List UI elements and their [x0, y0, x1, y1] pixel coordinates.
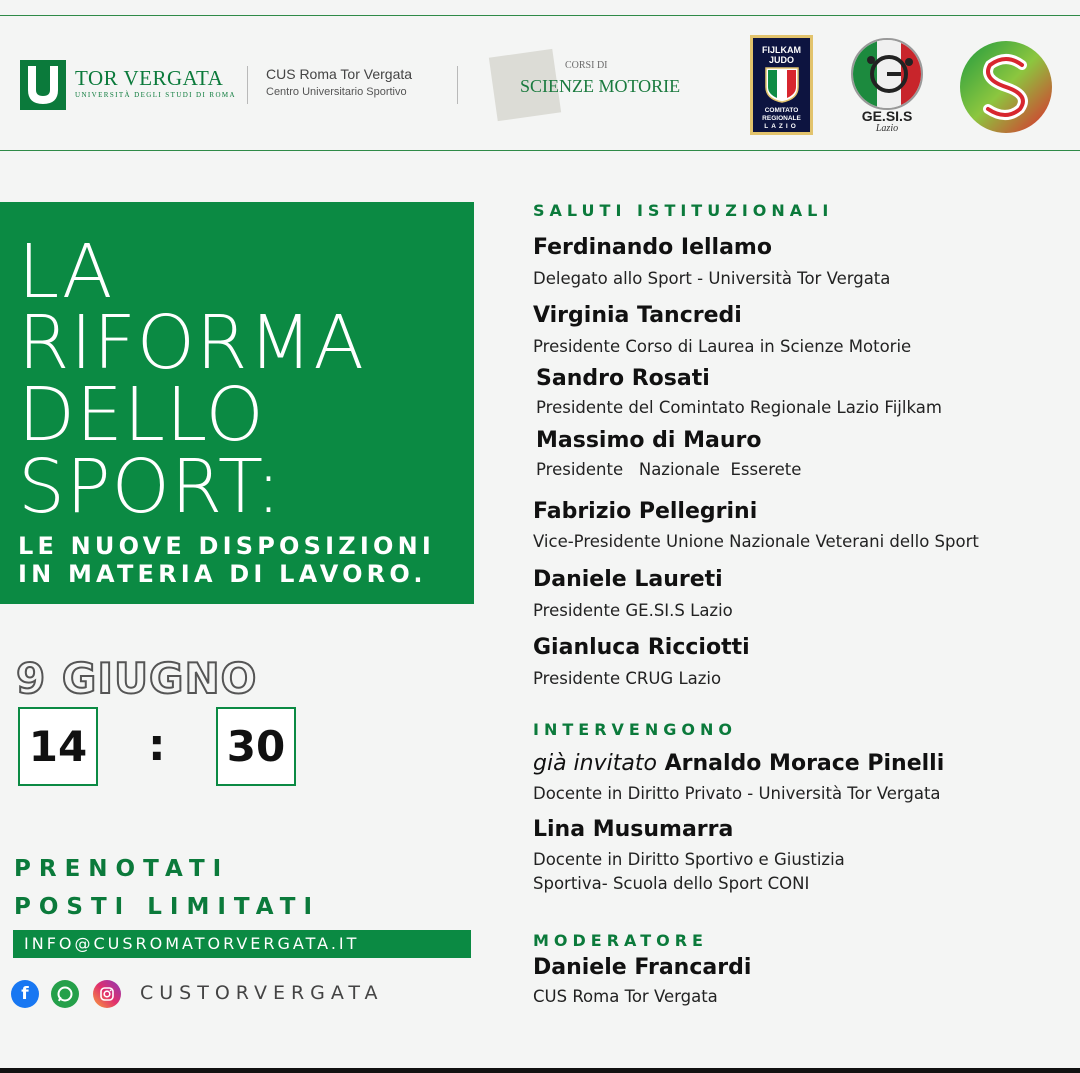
title-subtitle-line: IN MATERIA DI LAVORO. [18, 560, 427, 588]
gesis-name: GE.SI.S [861, 108, 913, 124]
speaker-name: Fabrizio Pellegrini [533, 499, 758, 524]
section-heading-saluti: SALUTI ISTITUZIONALI [533, 201, 834, 220]
booking-line: PRENOTATI [14, 856, 230, 882]
bottom-border [0, 1068, 1080, 1073]
speaker-prefix: già invitato [533, 751, 657, 776]
event-date: 9 GIUGNO [16, 654, 258, 703]
scienze-motorie-top: CORSI DI [565, 60, 608, 71]
speaker-role: Docente in Diritto Privato - Università Tor Vergata [533, 784, 941, 803]
booking-line: POSTI LIMITATI [14, 894, 321, 920]
speaker-role: Presidente Corso di Laurea in Scienze Motorie [533, 337, 912, 356]
fijlkam-line: JUDO [768, 55, 794, 65]
moderator-name: Daniele Francardi [533, 955, 752, 980]
header-top-rule [0, 15, 1080, 16]
speaker-role: Vice-Presidente Unione Nazionale Veterani dello Sport [533, 532, 979, 551]
speaker-name: Arnaldo Morace Pinelli [664, 751, 945, 776]
header-bottom-rule [0, 150, 1080, 151]
speaker-role: Presidente CRUG Lazio [533, 669, 722, 688]
section-heading-intervengono: INTERVENGONO [533, 720, 737, 739]
title-subtitle-line: LE NUOVE DISPOSIZIONI [18, 532, 435, 560]
speaker-name: Lina Musumarra [533, 817, 734, 842]
speaker-role: Sportiva- Scuola dello Sport CONI [533, 874, 810, 893]
speaker-name: Sandro Rosati [536, 366, 710, 391]
facebook-icon[interactable]: f [11, 980, 39, 1008]
scienze-motorie-title: SCIENZE MOTORIE [520, 76, 681, 96]
contact-email[interactable]: INFO@CUSROMATORVERGATA.IT [24, 934, 360, 953]
speaker-role: Presidente del Comintato Regionale Lazio Fijlkam [536, 398, 942, 417]
fijlkam-line: REGIONALE [762, 115, 801, 122]
fijlkam-line: COMITATO [764, 107, 799, 114]
section-heading-moderatore: MODERATORE [533, 931, 708, 950]
speaker-name: Massimo di Mauro [536, 428, 762, 453]
title-line: LA [18, 229, 114, 315]
speaker-name: Daniele Laureti [533, 567, 723, 592]
tor-vergata-subtitle: UNIVERSITÀ DEGLI STUDI DI ROMA [75, 91, 236, 99]
esserete-logo-icon [958, 39, 1054, 135]
speaker-role: Delegato allo Sport - Università Tor Vergata [533, 269, 891, 288]
header-divider [247, 66, 248, 104]
speaker-role: Docente in Diritto Sportivo e Giustizia [533, 850, 845, 869]
speaker-role: Presidente GE.SI.S Lazio [533, 601, 733, 620]
social-handle[interactable]: CUSTORVERGATA [140, 982, 384, 1004]
event-minute: 30 [216, 707, 296, 786]
time-separator: : [148, 720, 166, 771]
title-line: RIFORMA [18, 300, 365, 386]
cus-subtitle: Centro Universitario Sportivo [266, 86, 407, 98]
title-panel [0, 202, 474, 604]
moderator-role: CUS Roma Tor Vergata [533, 987, 718, 1006]
cus-name: CUS Roma Tor Vergata [266, 66, 413, 82]
gesis-subtitle: Lazio [875, 123, 899, 134]
instagram-icon[interactable] [93, 980, 121, 1008]
tor-vergata-logo-icon [20, 60, 66, 110]
speaker-role: Presidente Nazionale Esserete [536, 460, 802, 479]
speaker-name: Virginia Tancredi [533, 303, 742, 328]
italian-shield-icon [765, 67, 799, 103]
tor-vergata-name: TOR VERGATA [75, 66, 224, 90]
fijlkam-line: LAZIO [764, 123, 799, 130]
fijlkam-line: FIJLKAM [762, 45, 801, 55]
header-divider [457, 66, 458, 104]
title-line: DELLO [18, 372, 265, 458]
title-line: SPORT: [18, 444, 282, 530]
speaker-name: Ferdinando Iellamo [533, 235, 772, 260]
fijlkam-logo [750, 35, 813, 135]
speaker-name-row [533, 751, 944, 776]
gesis-logo-icon [851, 38, 923, 110]
whatsapp-icon[interactable] [51, 980, 79, 1008]
speaker-name: Gianluca Ricciotti [533, 635, 750, 660]
event-hour: 14 [18, 707, 98, 786]
